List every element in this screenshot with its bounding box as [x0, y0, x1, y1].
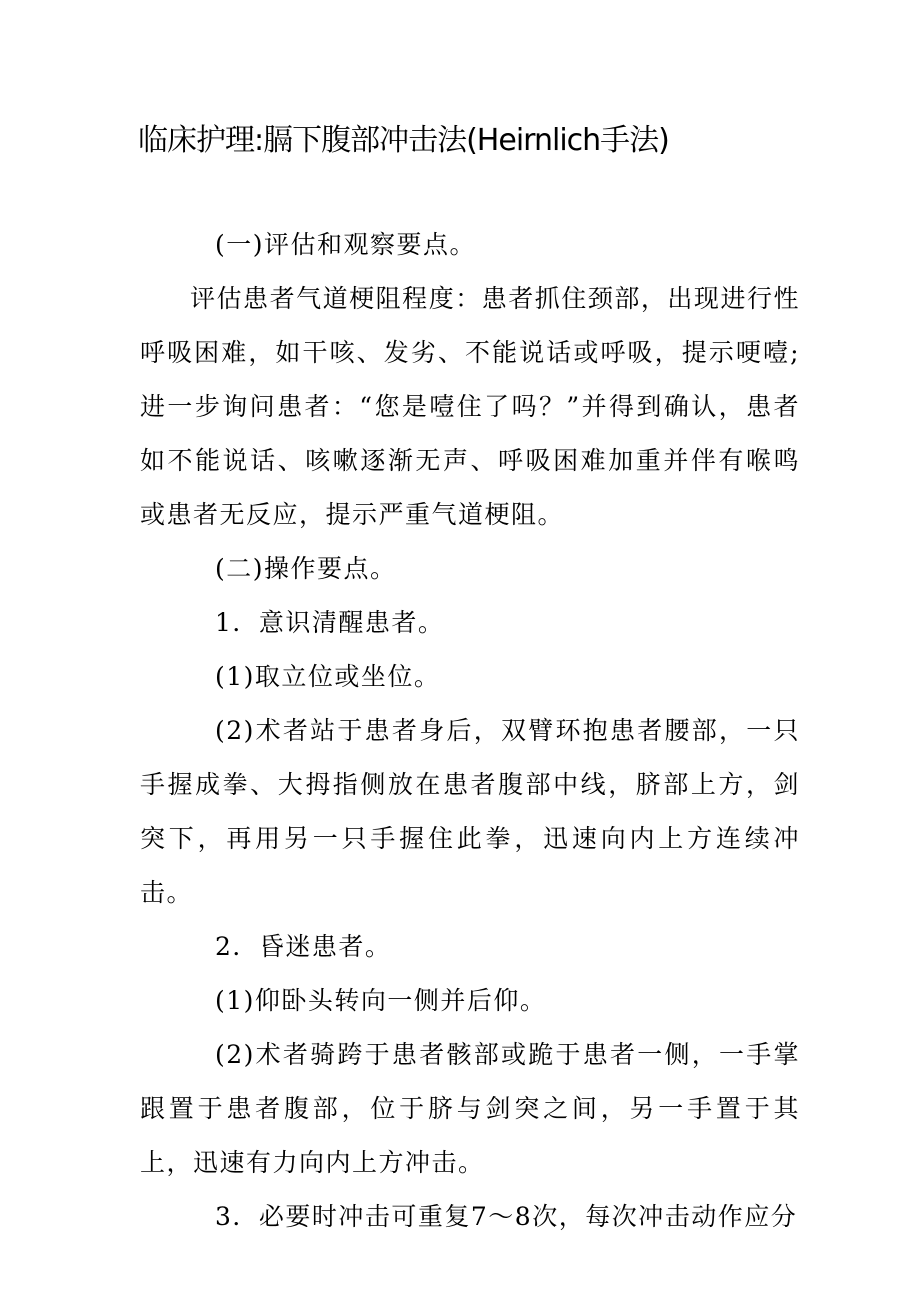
list-item-position: (1)取立位或坐位。: [215, 662, 441, 691]
subheading-conscious-patient: 1．意识清醒患者。: [215, 608, 445, 637]
subheading-unconscious-patient: 2．昏迷患者。: [215, 932, 392, 961]
section-heading-operation: (二)操作要点。: [215, 554, 397, 583]
section-heading-assessment: (一)评估和观察要点。: [215, 230, 477, 259]
paragraph-repeat-thrusts: 3．必要时冲击可重复7～8次，每次冲击动作应分: [215, 1202, 798, 1231]
paragraph-assessment: 评估患者气道梗阻程度：患者抓住颈部，出现进行性呼吸困难，如干咳、发劣、不能说话或呼吸，提示哽噎;进一步询问患者：“您是噎住了吗？”并得到确认，患者如不能说话、咳嗽逐渐无声、呼吸困难加重并伴有喉鸣或患者无反应，提示严重气道梗阻。: [140, 284, 800, 529]
list-item-supine-position: (1)仰卧头转向一侧并后仰。: [215, 986, 547, 1015]
list-item-technique-conscious: (2)术者站于患者身后，双臂环抱患者腰部，一只手握成拳、大拇指侧放在患者腹部中线，脐部上方，剑突下，再用另一只手握住此拳，迅速向内上方连续冲击。: [140, 716, 800, 907]
document-body: [140, 218, 800, 1244]
document-title: 临床护理:膈下腹部冲击法(Heirnlich手法): [138, 123, 669, 158]
list-item-technique-unconscious: (2)术者骑跨于患者骸部或跪于患者一侧，一手掌跟置于患者腹部，位于脐与剑突之间，另一手置于其上，迅速有力向内上方冲击。: [140, 1040, 800, 1177]
